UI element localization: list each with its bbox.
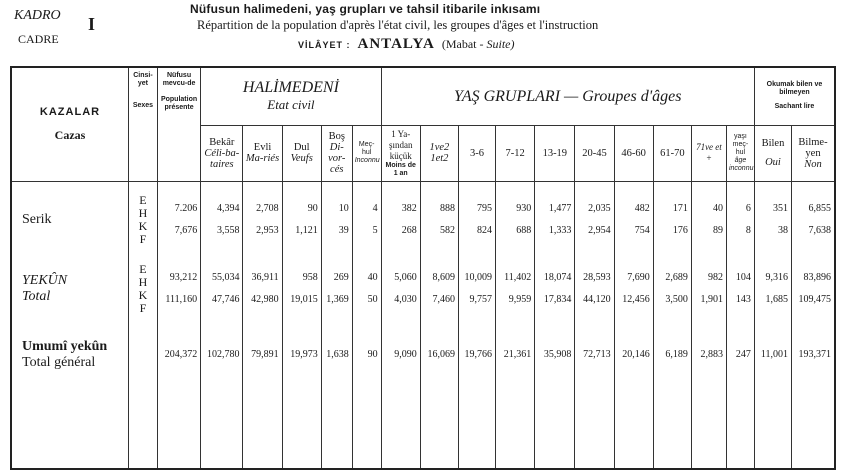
col-age-13-19: 13-19 bbox=[535, 125, 575, 181]
cell-age-1-2: 16,069 bbox=[420, 328, 458, 382]
cell-bilen: 9,316 1,685 bbox=[754, 258, 791, 320]
cell-age-3-6: 10,009 9,757 bbox=[458, 258, 495, 320]
vilayet-name: ANTALYA bbox=[357, 36, 435, 52]
cell-age-1: 382 268 bbox=[381, 190, 420, 250]
kazalar-label: KAZALAR bbox=[39, 105, 101, 118]
header-cinsiyet bbox=[129, 67, 158, 181]
kadro-label: KADRO bbox=[14, 8, 61, 23]
cell-age-20-45: 2,035 2,954 bbox=[575, 190, 614, 250]
row-name: YEKÛN Total bbox=[11, 258, 129, 320]
cell-bos: 10 39 bbox=[321, 190, 352, 250]
col-bos: Boş Di-vor-cés bbox=[321, 125, 352, 181]
row-name: Serik bbox=[11, 190, 129, 250]
vilayet-label: VİLÂYET : bbox=[298, 40, 351, 50]
mabat-label: (Mabat - bbox=[441, 37, 484, 51]
cell-age-7-12: 930 688 bbox=[496, 190, 535, 250]
cell-age-71: 982 1,901 bbox=[691, 258, 726, 320]
cell-bekar: 102,780 bbox=[201, 328, 243, 382]
cell-bos: 269 1,369 bbox=[321, 258, 352, 320]
cell-evli: 36,911 42,980 bbox=[243, 258, 282, 320]
header-kazalar bbox=[11, 67, 129, 181]
col-bilen: Bilen Oui bbox=[754, 125, 791, 181]
cell-age-13-19: 18,074 17,834 bbox=[535, 258, 575, 320]
cinsiyet-label: Cinsi-yet bbox=[133, 72, 153, 87]
cell-age-46-60: 482 754 bbox=[614, 190, 653, 250]
cell-mechul: 40 50 bbox=[352, 258, 381, 320]
cell-age-61-70: 6,189 bbox=[653, 328, 691, 382]
cell-age-7-12: 21,361 bbox=[496, 328, 535, 382]
cell-age-20-45: 72,713 bbox=[575, 328, 614, 382]
header-nufus bbox=[157, 67, 200, 181]
cell-bilmeyen: 193,371 bbox=[792, 328, 835, 382]
sexes-label: Sexes bbox=[132, 102, 154, 109]
header-okumak bbox=[754, 67, 835, 125]
col-age-61-70: 61-70 bbox=[653, 125, 691, 181]
row-name: Umumî yekûn Total général bbox=[11, 328, 129, 382]
cell-pop: 93,212 111,160 bbox=[157, 258, 200, 320]
row-sexes: E H K F bbox=[129, 258, 158, 320]
cell-evli: 2,708 2,953 bbox=[243, 190, 282, 250]
col-age-1-2: 1ve2 1et2 bbox=[420, 125, 458, 181]
etat-civil-label: Etat civil bbox=[267, 97, 315, 113]
cell-evli: 79,891 bbox=[243, 328, 282, 382]
cell-bekar: 55,034 47,746 bbox=[201, 258, 243, 320]
vilayet-line bbox=[298, 36, 514, 53]
col-mechul: Meç-hul Inconnu bbox=[352, 125, 381, 181]
cell-bilen: 11,001 bbox=[754, 328, 791, 382]
yas-gruplari-label: YAŞ GRUPLARI — Groupes d'âges bbox=[454, 87, 682, 105]
col-bilmeyen: Bilme-yen Non bbox=[792, 125, 835, 181]
row-sexes: E H K F bbox=[129, 190, 158, 250]
cell-age-46-60: 20,146 bbox=[614, 328, 653, 382]
cell-age-1-2: 8,609 7,460 bbox=[420, 258, 458, 320]
population-presente-label: Population présente bbox=[160, 96, 198, 111]
nufus-label: Nüfusu mevcu-de bbox=[162, 72, 196, 87]
cell-dul: 90 1,121 bbox=[282, 190, 321, 250]
col-evli: Evli Ma-riés bbox=[243, 125, 282, 181]
col-age-20-45: 20-45 bbox=[575, 125, 614, 181]
cell-age-3-6: 19,766 bbox=[458, 328, 495, 382]
cell-age-1-2: 888 582 bbox=[420, 190, 458, 250]
cell-bos: 1,638 bbox=[321, 328, 352, 382]
col-dul: Dul Veufs bbox=[282, 125, 321, 181]
col-age-46-60: 46-60 bbox=[614, 125, 653, 181]
cell-mechul: 90 bbox=[352, 328, 381, 382]
cell-bilmeyen: 83,896 109,475 bbox=[792, 258, 835, 320]
cell-age-61-70: 171 176 bbox=[653, 190, 691, 250]
cell-age-7-12: 11,402 9,959 bbox=[496, 258, 535, 320]
population-table bbox=[10, 66, 836, 470]
cell-dul: 19,973 bbox=[282, 328, 321, 382]
cell-age-13-19: 35,908 bbox=[535, 328, 575, 382]
cell-age-unknown: 247 bbox=[726, 328, 754, 382]
table-row bbox=[11, 190, 835, 250]
col-age-71: 71ve et + bbox=[691, 125, 726, 181]
cell-age-71: 2,883 bbox=[691, 328, 726, 382]
col-age-unknown: yaşı meç-hul âge inconnu bbox=[726, 125, 754, 181]
col-age-3-6: 3-6 bbox=[458, 125, 495, 181]
kadro-number: I bbox=[88, 14, 96, 34]
cazas-label: Cazas bbox=[54, 127, 86, 142]
cell-age-3-6: 795 824 bbox=[458, 190, 495, 250]
table-row bbox=[11, 328, 835, 382]
cell-dul: 958 19,015 bbox=[282, 258, 321, 320]
cell-age-unknown: 104 143 bbox=[726, 258, 754, 320]
col-age-7-12: 7-12 bbox=[496, 125, 535, 181]
title-french: Répartition de la population d'après l'état civil, les groupes d'âges et l'instruction bbox=[197, 18, 599, 32]
cell-bilen: 351 38 bbox=[754, 190, 791, 250]
cell-age-46-60: 7,690 12,456 bbox=[614, 258, 653, 320]
suite-label: Suite) bbox=[486, 37, 515, 51]
cadre-label: CADRE bbox=[18, 32, 59, 46]
cell-age-1: 9,090 bbox=[381, 328, 420, 382]
header-halimedeni bbox=[201, 67, 381, 125]
cell-pop: 204,372 bbox=[157, 328, 200, 382]
cell-age-unknown: 6 8 bbox=[726, 190, 754, 250]
cell-age-20-45: 28,593 44,120 bbox=[575, 258, 614, 320]
sachant-label: Sachant lire bbox=[774, 103, 815, 111]
col-bekar: Bekâr Céli-ba-taires bbox=[201, 125, 243, 181]
okumak-label: Okumak bilen ve bilmeyen bbox=[766, 81, 823, 97]
header-yas-gruplari bbox=[381, 67, 754, 125]
cell-bilmeyen: 6,855 7,638 bbox=[792, 190, 835, 250]
table-row bbox=[11, 258, 835, 320]
cell-age-71: 40 89 bbox=[691, 190, 726, 250]
cell-age-61-70: 2,689 3,500 bbox=[653, 258, 691, 320]
cell-age-1: 5,060 4,030 bbox=[381, 258, 420, 320]
cell-bekar: 4,394 3,558 bbox=[201, 190, 243, 250]
cell-pop: 7.206 7,676 bbox=[157, 190, 200, 250]
row-sexes bbox=[129, 328, 158, 382]
title-turkish: Nüfusun halimedeni, yaş grupları ve tahsil itibarile inkısamı bbox=[190, 2, 541, 16]
cell-mechul: 4 5 bbox=[352, 190, 381, 250]
cell-age-13-19: 1,477 1,333 bbox=[535, 190, 575, 250]
col-age-1: 1 Ya-şından küçük Moins de 1 an bbox=[381, 125, 420, 181]
halimedeni-label: HALİMEDENİ bbox=[242, 79, 339, 97]
